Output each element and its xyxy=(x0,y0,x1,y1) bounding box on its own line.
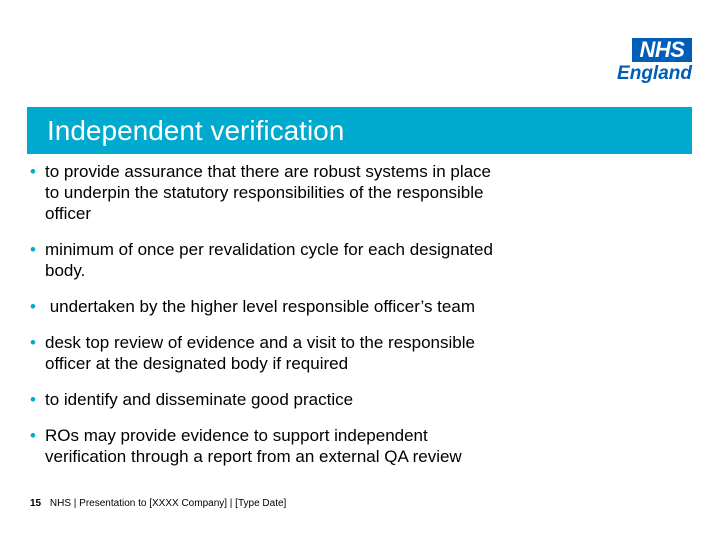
bullet-line: body. xyxy=(45,261,86,280)
page-number: 15 xyxy=(30,498,42,509)
bullet-dot-icon: • xyxy=(30,297,36,316)
bullet-list xyxy=(27,161,627,467)
bullet-dot-icon: • xyxy=(30,426,36,445)
bullet-item xyxy=(27,389,627,410)
slide-title: Independent verification xyxy=(47,115,345,146)
bullet-item xyxy=(27,161,627,224)
bullet-item xyxy=(27,239,627,281)
bullet-line: undertaken by the higher level responsible officer’s team xyxy=(45,297,475,316)
bullet-item xyxy=(27,296,627,317)
bullet-item xyxy=(27,425,627,467)
bullet-line: verification through a report from an external QA review xyxy=(45,447,462,466)
nhs-england-logo xyxy=(614,36,694,86)
nhs-logo-box: NHS xyxy=(632,38,692,62)
bullet-line: desk top review of evidence and a visit to the responsible xyxy=(45,333,475,352)
bullet-dot-icon: • xyxy=(30,162,36,181)
bullet-dot-icon: • xyxy=(30,240,36,259)
bullet-line: to identify and disseminate good practice xyxy=(45,390,354,409)
nhs-logo-word: England xyxy=(617,63,692,84)
bullet-dot-icon: • xyxy=(30,333,36,352)
bullet-line: minimum of once per revalidation cycle for each designated xyxy=(45,240,493,259)
title-bar xyxy=(27,107,692,154)
footer xyxy=(30,498,286,510)
bullet-line: officer at the designated body if required xyxy=(45,354,349,373)
bullet-item xyxy=(27,332,627,374)
bullet-dot-icon: • xyxy=(30,390,36,409)
bullet-line: to underpin the statutory responsibilities of the responsible xyxy=(45,183,484,202)
bullet-line: ROs may provide evidence to support independent xyxy=(45,426,428,445)
bullet-line: to provide assurance that there are robust systems in place xyxy=(45,162,492,181)
bullet-line: officer xyxy=(45,204,91,223)
footer-text: NHS | Presentation to [XXXX Company] | [Type Date] xyxy=(49,498,287,509)
